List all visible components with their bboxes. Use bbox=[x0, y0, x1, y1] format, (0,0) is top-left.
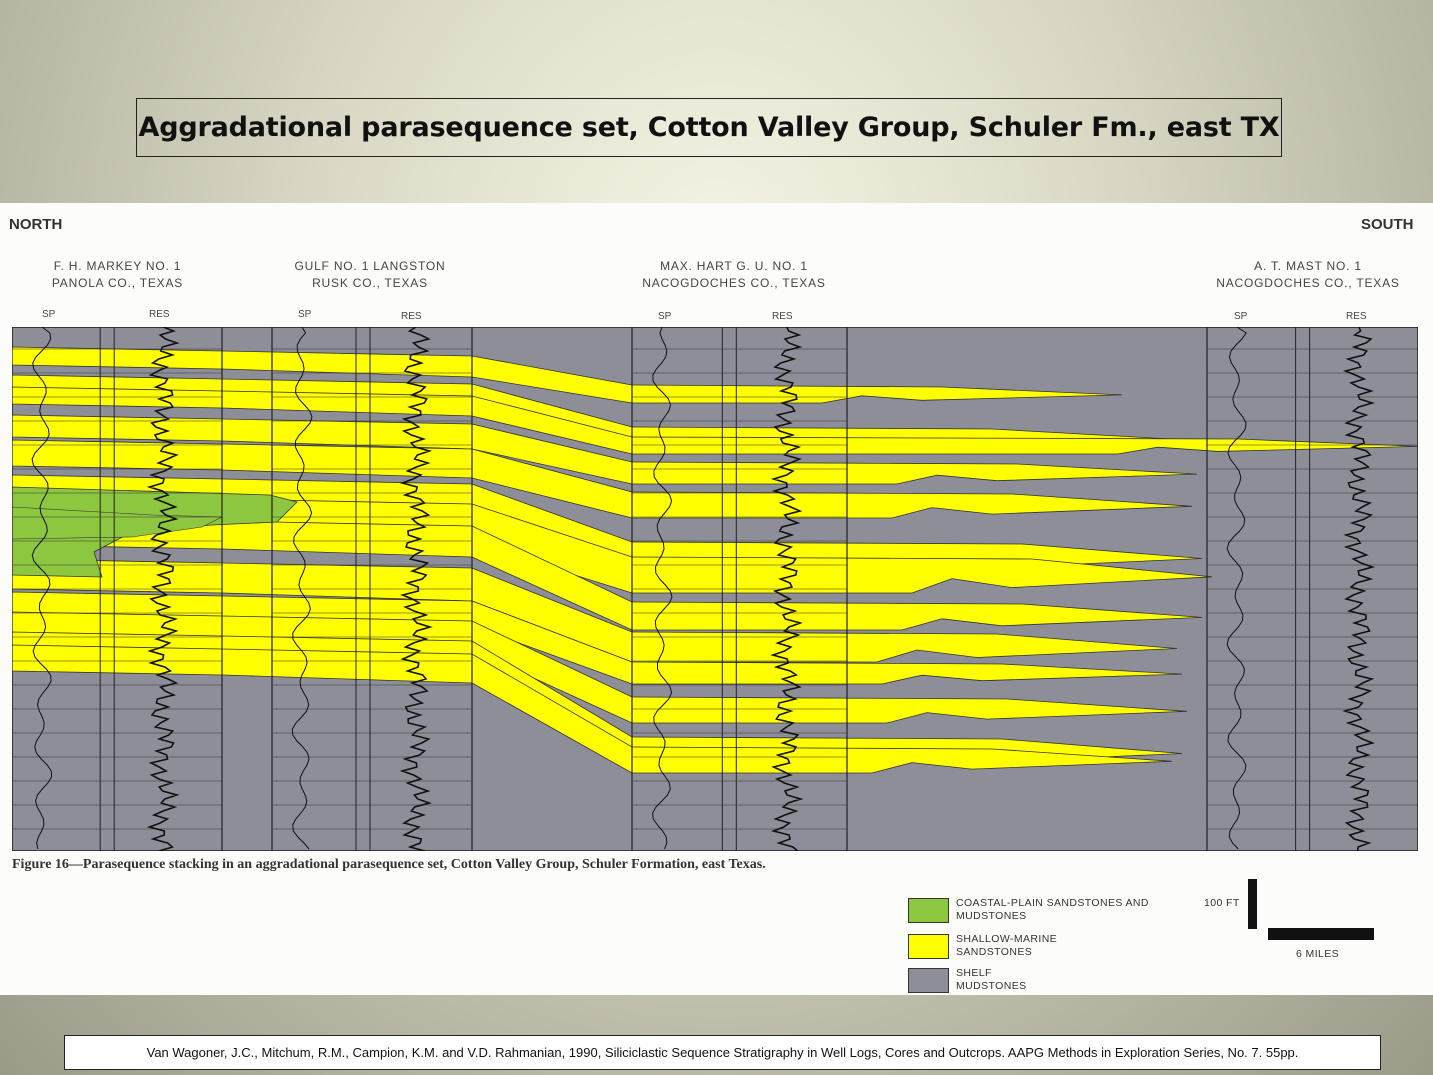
legend-label-shelf: SHELF MUDSTONES bbox=[956, 967, 1027, 992]
well-location: RUSK CO., TEXAS bbox=[312, 276, 428, 290]
well-location: NACOGDOCHES CO., TEXAS bbox=[1216, 276, 1400, 290]
legend-swatch-coastal-plain bbox=[908, 898, 949, 923]
log-header-res: RES bbox=[401, 311, 422, 322]
well-label-mast bbox=[1208, 258, 1408, 292]
scale-vertical-label: 100 FT bbox=[1204, 897, 1240, 909]
log-header-res: RES bbox=[772, 311, 793, 322]
well-location: PANOLA CO., TEXAS bbox=[51, 276, 184, 290]
north-label: NORTH bbox=[9, 216, 63, 233]
legend-label-coastal-plain: COASTAL-PLAIN SANDSTONES AND MUDSTONES bbox=[956, 897, 1149, 922]
scale-bar-horizontal bbox=[1268, 928, 1374, 940]
well-label-langston bbox=[280, 258, 460, 292]
log-header-res: RES bbox=[149, 309, 170, 320]
well-name: F. H. MARKEY NO. 1 bbox=[53, 259, 182, 273]
log-header-sp: SP bbox=[1234, 311, 1248, 322]
reference-citation: Van Wagoner, J.C., Mitchum, R.M., Campion, K.M. and V.D. Rahmanian, 1990, Siliciclastic Sequence Stratigraphy in Well Logs, Cores and Outcrops. AAPG Methods in Exploration Series, No. 7. 55pp. bbox=[146, 1045, 1299, 1060]
south-label: SOUTH bbox=[1361, 216, 1414, 233]
well-label-hart bbox=[634, 258, 834, 292]
log-header-sp: SP bbox=[298, 309, 312, 320]
well-location: NACOGDOCHES CO., TEXAS bbox=[642, 276, 826, 290]
scale-bar-vertical bbox=[1248, 879, 1257, 929]
well-name: A. T. MAST NO. 1 bbox=[1254, 259, 1362, 273]
log-header-sp: SP bbox=[658, 311, 672, 322]
log-header-res: RES bbox=[1346, 311, 1367, 322]
stratigraphic-cross-section bbox=[12, 327, 1418, 851]
scale-horizontal-label: 6 MILES bbox=[1296, 948, 1340, 960]
log-header-sp: SP bbox=[42, 309, 56, 320]
slide-title: Aggradational parasequence set, Cotton Valley Group, Schuler Fm., east TX bbox=[138, 112, 1280, 143]
well-name: GULF NO. 1 LANGSTON bbox=[294, 259, 446, 273]
figure-caption: Figure 16—Parasequence stacking in an aggradational parasequence set, Cotton Valley Group, Schuler Formation, east Texas. bbox=[12, 857, 766, 872]
title-box bbox=[136, 98, 1282, 157]
legend-swatch-shallow-marine bbox=[908, 934, 949, 959]
legend-swatch-shelf bbox=[908, 968, 949, 993]
well-label-markey bbox=[30, 258, 205, 292]
reference-box bbox=[64, 1035, 1381, 1070]
cross-section-figure bbox=[0, 203, 1433, 995]
legend-label-shallow-marine: SHALLOW-MARINE SANDSTONES bbox=[956, 933, 1058, 958]
well-name: MAX. HART G. U. NO. 1 bbox=[660, 259, 808, 273]
